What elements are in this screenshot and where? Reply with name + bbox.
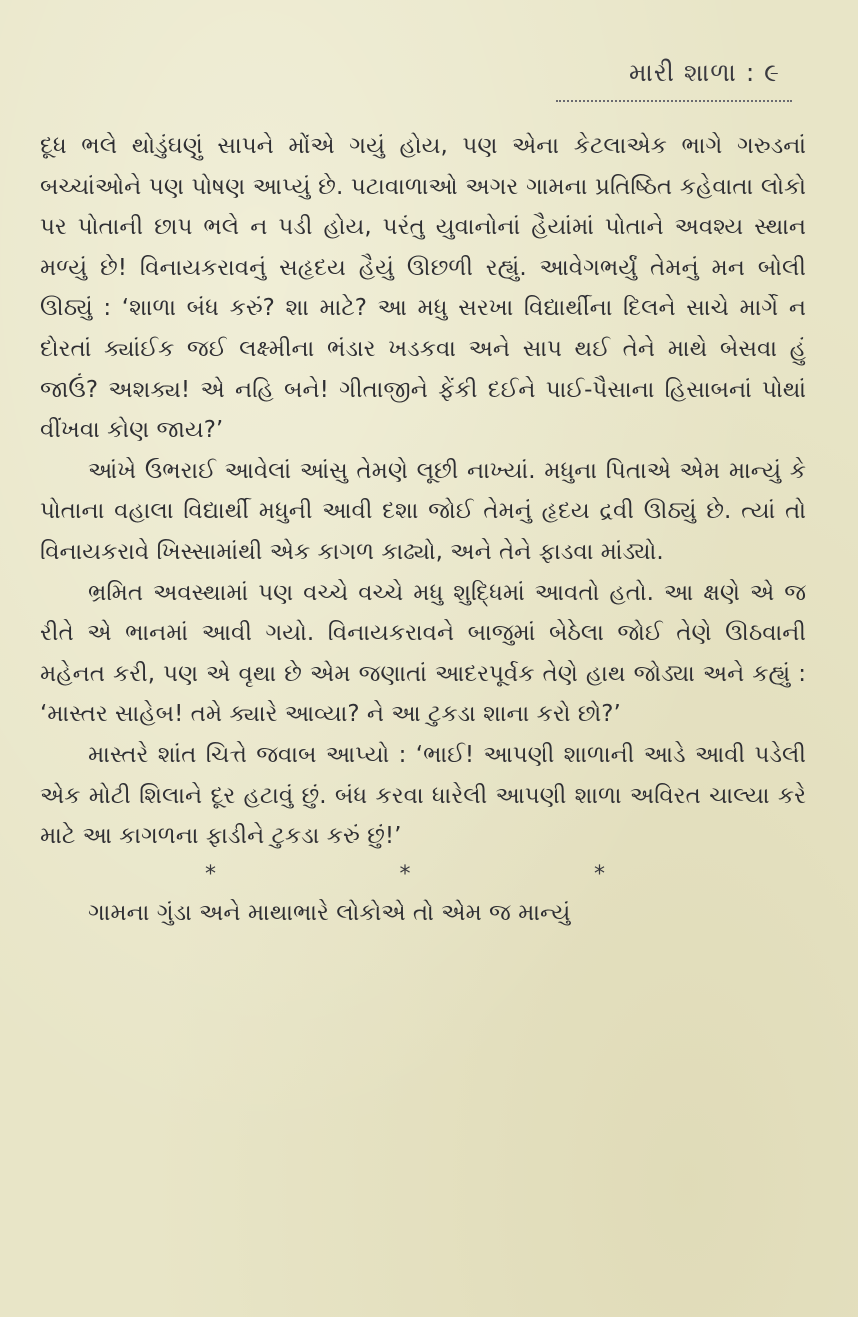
paragraph-4: માસ્તરે શાંત ચિત્તે જવાબ આપ્યો : ‘ભાઈ! આપણી શાળાની આડે આવી પડેલી એક મોટી શિલાને દૂર હટાવું છું. બંધ કરવા ધારેલી આપણી શાળા અવિરત ચાલ્યા કરે માટે આ કાગળના ફાડીને ટુકડા કરું છું!’ xyxy=(40,741,806,850)
closing-line: ગામના ગુંડા અને માથાભારે લોકોએ તો એમ જ માન્યું xyxy=(88,899,571,926)
paragraph-2: આંખે ઉભરાઈ આવેલાં આંસુ તેમણે લૂછી નાખ્યાં. મધુના પિતાએ એમ માન્યું કે પોતાના વહાલા વિદ્યાર્થી મધુની આવી દશા જોઈ તેમનું હૃદય દ્રવી ઊઠ્યું છે. ત્યાં તો વિનાયકરાવે ખિસ્સામાંથી એક કાગળ કાઢ્યો, અને તેને ફાડવા માંડ્યો. xyxy=(40,457,806,565)
running-head-rule xyxy=(556,100,792,102)
body-text xyxy=(40,126,806,933)
separator-asterisk: * xyxy=(594,861,605,887)
running-head xyxy=(540,58,800,108)
running-head-title: મારી શાળા : ૯ xyxy=(629,58,780,87)
paragraph-3: ભ્રમિત અવસ્થામાં પણ વચ્ચે વચ્ચે મધુ શુદ્ધિમાં આવતો હતો. આ ક્ષણે એ જ રીતે એ ભાનમાં આવી ગયો. વિનાયકરાવને બાજુમાં બેઠેલા જોઈ તેણે ઊઠવાની મહેનત કરી, પણ એ વૃથા છે એમ જણાતાં આદરપૂર્વક તેણે હાથ જોડ્યા અને કહ્યું : ‘માસ્તર સાહેબ! તમે ક્યારે આવ્યા? ને આ ટુકડા શાના કરો છો?’ xyxy=(40,579,806,728)
separator-asterisk: * xyxy=(205,861,216,887)
section-separator xyxy=(205,857,605,893)
separator-asterisk: * xyxy=(399,861,411,887)
paragraph-1: દૂધ ભલે થોડુંઘણું સાપને મોંએ ગયું હોય, પણ એના કેટલાએક ભાગે ગરુડનાં બચ્ચાંઓને પણ પોષણ આપ્યું છે. પટાવાળાઓ અગર ગામના પ્રતિષ્ઠિત કહેવાતા લોકો પર પોતાની છાપ ભલે ન પડી હોય, પરંતુ યુવાનોનાં હૈયાંમાં પોતાને અવશ્ય સ્થાન મળ્યું છે! વિનાયકરાવનું સહૃદય હૈયું ઊછળી રહ્યું. આવેગભર્યું તેમનું મન બોલી ઊઠ્યું : ‘શાળા બંધ કરું? શા માટે? આ મધુ સરખા વિદ્યાર્થીના દિલને સાચે માર્ગે ન દોરતાં ક્યાંઈક જઈ લક્ષ્મીના ભંડાર ખડકવા અને સાપ થઈ તેને માથે બેસવા હું જાઉં? અશક્ય! એ નહિ બને! ગીતાજીને ફેંકી દઈને પાઈ-પૈસાના હિસાબનાં પોથાં વીંખવા કોણ જાય?’ xyxy=(40,133,806,444)
